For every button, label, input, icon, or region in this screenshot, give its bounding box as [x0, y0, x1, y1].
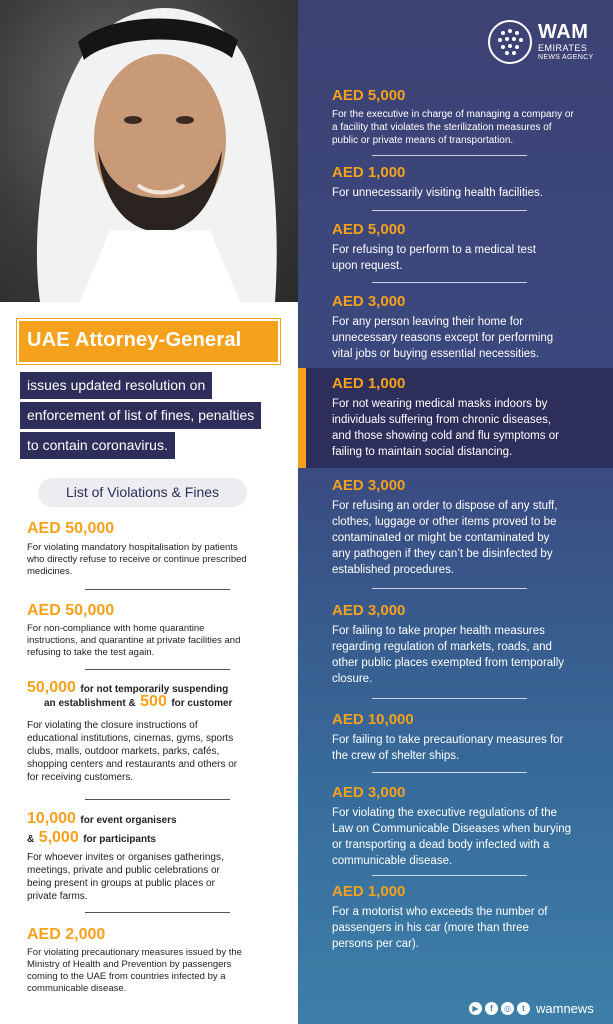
desc-line: upon request. [332, 260, 403, 272]
desc-line: coming to the UAE from countries infected by a [27, 971, 226, 982]
right-item-6-desc [332, 498, 597, 578]
left-item-3-amount: 50,000 [27, 679, 76, 696]
left-item-3-amount2-note: for customer [171, 698, 233, 709]
right-item-4-desc [332, 314, 597, 362]
desc-line: For the executive in charge of managing a company or [332, 109, 574, 120]
right-item-10-desc [332, 904, 597, 952]
divider [85, 799, 230, 800]
desc-line: Law on Communicable Diseases when burying [332, 823, 572, 835]
desc-line: unnecessary reasons except for performing [332, 332, 554, 344]
desc-line: clothes, luggage or other items proved to be [332, 516, 557, 528]
wam-logo [487, 19, 597, 65]
social-handle[interactable]: wamnews [536, 1000, 594, 1016]
left-item-1-desc [27, 542, 247, 578]
left-item-4-amount: 10,000 [27, 810, 76, 827]
desc-line: private farms. [27, 891, 88, 902]
logo-name: WAM [538, 21, 589, 43]
desc-line: For violating the executive regulations of the [332, 807, 558, 819]
right-item-2-amount: AED 1,000 [332, 164, 406, 181]
logo-line-1: EMIRATES [538, 43, 588, 53]
right-column [298, 0, 613, 1024]
instagram-icon[interactable]: ◎ [501, 1002, 514, 1015]
right-item-2-desc [332, 185, 597, 201]
right-item-3-desc [332, 242, 597, 274]
twitter-icon[interactable]: t [517, 1002, 530, 1015]
portrait-illustration [0, 0, 298, 302]
desc-line: For not wearing medical masks indoors by [332, 398, 548, 410]
right-item-4-amount: AED 3,000 [332, 293, 406, 310]
subtitle-line-3: to contain coronavirus. [20, 432, 175, 459]
left-item-3-amount-note: for not temporarily suspending [80, 684, 229, 695]
desc-line: public or private means of transportation. [332, 135, 514, 146]
left-item-3-line2: an establishment & [44, 698, 136, 709]
desc-line: closure. [332, 673, 373, 685]
left-item-3-desc [27, 719, 237, 784]
left-item-1-amount: AED 50,000 [27, 520, 115, 537]
left-item-5-desc [27, 947, 242, 995]
youtube-icon[interactable]: ▶ [469, 1002, 482, 1015]
title-box [17, 319, 280, 364]
desc-line: passengers in his car (more than three [332, 922, 529, 934]
right-item-1-amount: AED 5,000 [332, 87, 406, 104]
left-item-4-desc [27, 851, 224, 903]
desc-line: For a motorist who exceeds the number of [332, 906, 548, 918]
logo-line-2: NEWS AGENCY [538, 54, 594, 61]
right-item-8-amount: AED 10,000 [332, 711, 414, 728]
left-item-4-amount2: 5,000 [38, 829, 79, 846]
desc-line: medicines. [27, 566, 73, 577]
desc-line: individuals suffering from chronic diseases, [332, 414, 552, 426]
desc-line: who directly refuse to receive or continue prescribed [27, 554, 247, 565]
left-column [0, 0, 298, 1024]
left-item-4-line2: & [27, 834, 35, 845]
divider [372, 155, 527, 156]
desc-line: persons per car). [332, 938, 419, 950]
desc-line: the crew of shelter ships. [332, 750, 460, 762]
divider [372, 282, 527, 283]
divider [372, 210, 527, 211]
left-item-2-amount: AED 50,000 [27, 602, 115, 619]
right-item-7-desc [332, 623, 597, 687]
desc-line: For violating precautionary measures issued by the [27, 947, 242, 958]
desc-line: regarding regulation of markets, roads, and [332, 641, 552, 653]
right-item-5-amount: AED 1,000 [332, 375, 406, 392]
right-item-1-desc [332, 108, 597, 147]
right-item-5-desc [332, 396, 597, 460]
desc-line: contaminated or might be contaminated by [332, 532, 550, 544]
desc-line: For violating mandatory hospitalisation by patients [27, 542, 238, 553]
desc-line: failing to maintain social distancing. [332, 446, 513, 458]
left-item-4-amount2-note: for participants [83, 834, 156, 845]
left-item-3-amount-row-2 [44, 693, 232, 711]
facebook-icon[interactable]: f [485, 1002, 498, 1015]
desc-line: meetings, private and public celebrations or [27, 865, 220, 876]
right-item-8-desc [332, 732, 597, 764]
globe-icon [487, 19, 533, 65]
subtitle-line-2: enforcement of list of fines, penalties [20, 402, 261, 429]
left-item-2-desc [27, 623, 240, 659]
desc-line: For any person leaving their home for [332, 316, 524, 328]
desc-line: other public places exempted from temporally [332, 657, 565, 669]
desc-line: clubs, malls, outdoor markets, parks, cafés, [27, 746, 220, 757]
desc-line: a facility that violates the sterilization measures of [332, 122, 552, 133]
highlight-accent-bar [298, 368, 306, 468]
desc-line: For violating the closure instructions of [27, 720, 198, 731]
divider [372, 588, 527, 589]
subtitle-line-1: issues updated resolution on [20, 372, 212, 399]
social-bar [469, 999, 594, 1017]
desc-line: or transporting a dead body infected with a [332, 839, 550, 851]
desc-line: For non-compliance with home quarantine [27, 623, 205, 634]
desc-line: for receiving customers. [27, 772, 134, 783]
right-item-3-amount: AED 5,000 [332, 221, 406, 238]
left-item-3-amount2: 500 [140, 693, 167, 710]
desc-line: communicable disease. [27, 983, 127, 994]
list-heading: List of Violations & Fines [38, 478, 247, 507]
divider [85, 912, 230, 913]
desc-line: being present in groups at public places or [27, 878, 215, 889]
desc-line: any pathogen if they can’t be disinfected by [332, 548, 553, 560]
divider [85, 589, 230, 590]
divider [372, 772, 527, 773]
desc-line: educational institutions, cinemas, gyms, sports [27, 733, 234, 744]
desc-line: For failing to take precautionary measures for [332, 734, 564, 746]
divider [372, 698, 527, 699]
right-item-6-amount: AED 3,000 [332, 477, 406, 494]
desc-line: For unnecessarily visiting health facilities. [332, 187, 543, 199]
desc-line: refusing to take the test again. [27, 647, 155, 658]
left-item-4-amount-row-2 [27, 829, 156, 847]
desc-line: established procedures. [332, 564, 455, 576]
desc-line: Ministry of Health and Prevention by passengers [27, 959, 232, 970]
right-item-7-amount: AED 3,000 [332, 602, 406, 619]
desc-line: vital jobs or buying essential necessities. [332, 348, 540, 360]
divider [85, 669, 230, 670]
right-item-9-desc [332, 805, 597, 869]
desc-line: For refusing an order to dispose of any stuff, [332, 500, 558, 512]
right-item-10-amount: AED 1,000 [332, 883, 406, 900]
desc-line: instructions, and quarantine at private facilities and [27, 635, 241, 646]
right-item-9-amount: AED 3,000 [332, 784, 406, 801]
page-title: UAE Attorney-General [27, 329, 242, 351]
desc-line: communicable disease. [332, 855, 453, 867]
desc-line: and those showing cold and flu symptoms or [332, 430, 559, 442]
desc-line: shopping centers and restaurants and others or [27, 759, 238, 770]
left-item-4-amount-note: for event organisers [80, 815, 177, 826]
portrait-photo [0, 0, 298, 302]
desc-line: For whoever invites or organises gatherings, [27, 852, 224, 863]
desc-line: For refusing to perform to a medical test [332, 244, 536, 256]
divider [372, 875, 527, 876]
left-item-4-amount-row [27, 810, 177, 828]
left-item-5-amount: AED 2,000 [27, 926, 106, 943]
desc-line: For failing to take proper health measures [332, 625, 545, 637]
